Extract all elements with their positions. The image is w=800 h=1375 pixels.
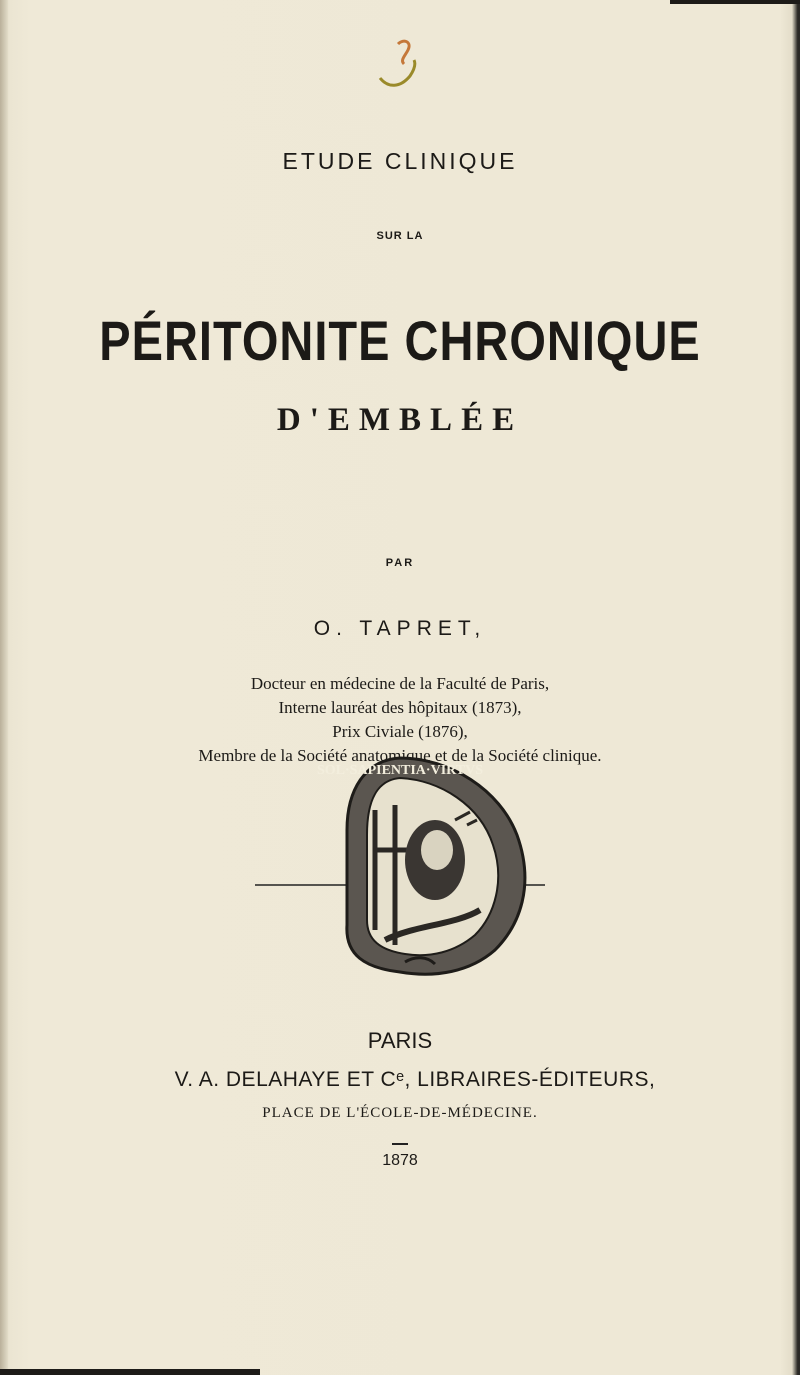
imprint-publisher: V. A. DELAHAYE ET Cᵉ, LIBRAIRES-ÉDITEURS, [174, 1068, 656, 1091]
author-name: O. TAPRET, [313, 617, 487, 640]
title-line-etude: ETUDE CLINIQUE [282, 148, 518, 174]
handwritten-page-number [370, 30, 430, 100]
title-main: PÉRITONITE CHRONIQUE [99, 309, 701, 372]
title-subtitle: D'EMBLÉE [276, 402, 524, 438]
publisher-emblem-icon [255, 750, 545, 980]
credential-line: Docteur en médecine de la Faculté de Paris, [250, 674, 550, 693]
title-line-sur-la: SUR LA [376, 230, 424, 242]
page-edge-top [670, 0, 800, 4]
page-edge-bottom [0, 1369, 260, 1375]
imprint-city: PARIS [367, 1028, 433, 1053]
divider-dash [392, 1143, 408, 1145]
credential-line: Prix Civiale (1876), [332, 722, 468, 741]
credential-line: Membre de la Société anatomique et de la Société clinique. [198, 746, 602, 765]
imprint-year: 1878 [382, 1152, 418, 1169]
author-par: PAR [385, 557, 415, 569]
emblem-motto: SOL·SAPIENTIA·VIRTVS [316, 763, 484, 778]
imprint-address: PLACE DE L'ÉCOLE-DE-MÉDECINE. [262, 1105, 538, 1121]
credential-line: Interne lauréat des hôpitaux (1873), [278, 698, 522, 717]
